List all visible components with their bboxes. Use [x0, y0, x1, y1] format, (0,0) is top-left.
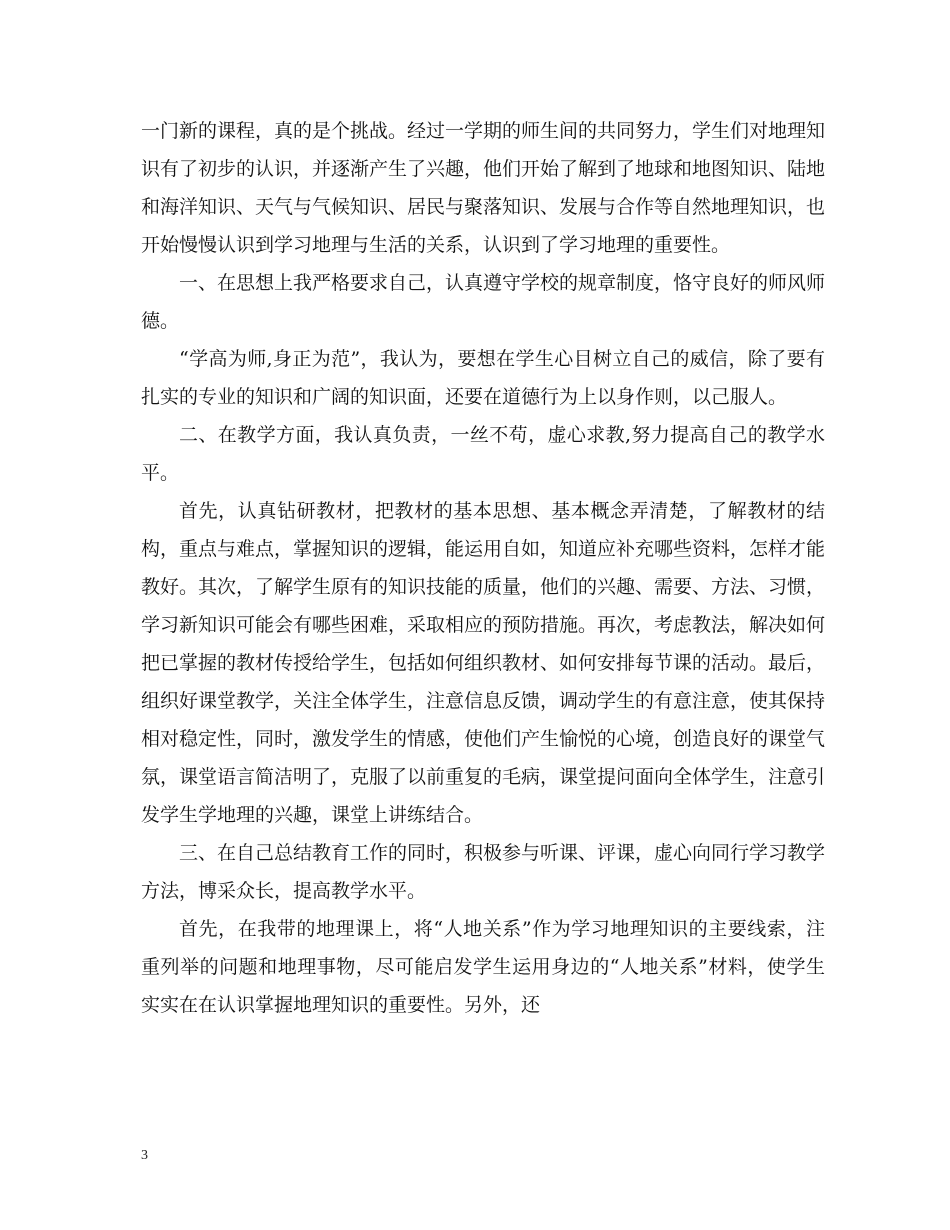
paragraph-geography-class: 首先，在我带的地理课上，将“人地关系”作为学习地理知识的主要线索，注重列举的问题和地理事物，尽可能启发学生运用身边的“人地关系”材料，使学生实实在在认识掌握地理知识的重要性。另外，还	[141, 918, 825, 1016]
paragraph-teaching-methods: 首先，认真钻研教材，把教材的基本思想、基本概念弄清楚，了解教材的结构，重点与难点，掌握知识的逻辑，能运用自如，知道应补充哪些资料，怎样才能教好。其次，了解学生原有的知识技能的质量，他们的兴趣、需要、方法、习惯，学习新知识可能会有哪些困难，采取相应的预防措施。再次，考虑教法，解决如何把已掌握的教材传授给学生，包括如何组织教材、如何安排每节课的活动。最后，组织好课堂教学，关注全体学生，注意信息反馈，调动学生的有意注意，使其保持相对稳定性，同时，激发学生的情感，使他们产生愉悦的心境，创造良好的课堂气氛，课堂语言简洁明了，克服了以前重复的毛病，课堂提问面向全体学生，注意引发学生学地理的兴趣，课堂上讲练结合。	[141, 500, 826, 826]
paragraph-section-one-heading: 一、在思想上我严格要求自己，认真遵守学校的规章制度，恪守良好的师风师德。	[141, 272, 826, 332]
paragraph-section-three-heading: 三、在自己总结教育工作的同时，积极参与听课、评课，虚心向同行学习教学方法，博采众长，提高教学水平。	[141, 842, 826, 902]
paragraph-continuation: 一门新的课程，真的是个挑战。经过一学期的师生间的共同努力，学生们对地理知识有了初步的认识，并逐渐产生了兴趣，他们开始了解到了地球和地图知识、陆地和海洋知识、天气与气候知识、居民与聚落知识、发展与合作等自然地理知识，也开始慢慢认识到学习地理与生活的关系，认识到了学习地理的重要性。	[141, 120, 826, 256]
paragraph-section-two-heading: 二、在教学方面，我认真负责，一丝不苟，虚心求教,努力提高自己的教学水平。	[141, 424, 825, 484]
paragraph-teacher-ethics: “学高为师,身正为范”，我认为，要想在学生心目树立自己的威信，除了要有扎实的专业的知识和广阔的知识面，还要在道德行为上以身作则，以己服人。	[141, 348, 825, 408]
document-body	[141, 112, 825, 1024]
page-number: 3	[141, 1148, 148, 1163]
